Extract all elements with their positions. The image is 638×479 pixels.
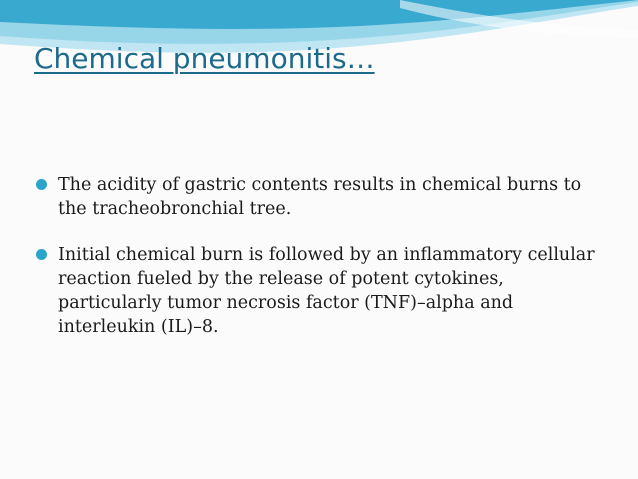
bullet-dot-icon: [36, 179, 47, 190]
bullet-item: [36, 173, 596, 221]
bullet-list: [36, 173, 596, 361]
slide-title: Chemical pneumonitis…: [34, 42, 375, 75]
bullet-dot-icon: [36, 249, 47, 260]
bullet-text: Initial chemical burn is followed by an inflammatory cellular reaction fueled by the release of potent cytokines, particularly tumor necrosis factor (TNF)–alpha and interleukin (IL)–8.: [58, 245, 595, 337]
bullet-item: [36, 243, 596, 339]
bullet-text: The acidity of gastric contents results in chemical burns to the tracheobronchial tree.: [58, 175, 582, 219]
